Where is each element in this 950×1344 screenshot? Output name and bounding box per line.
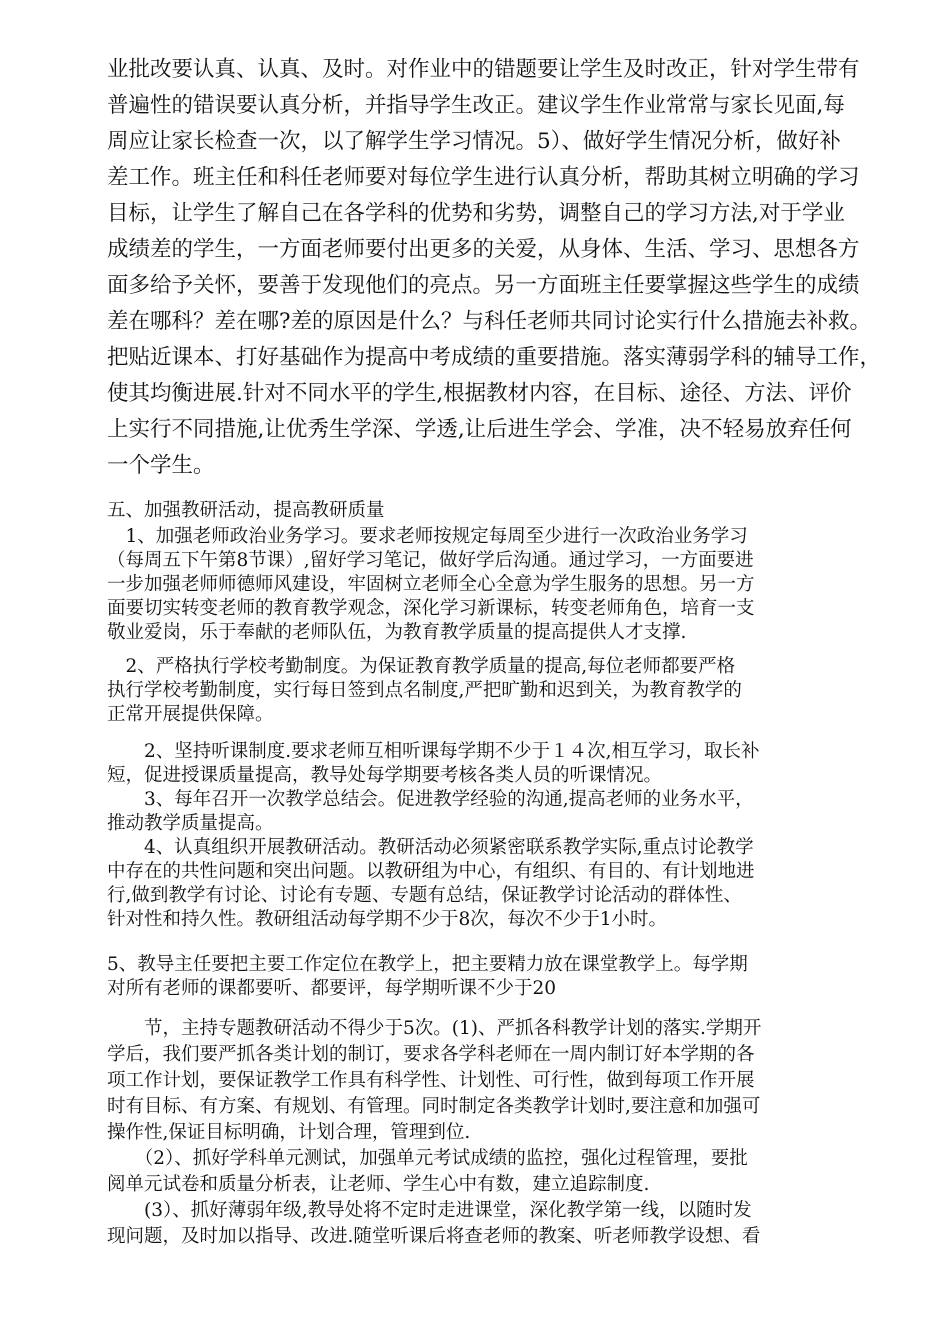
text-line: 业批改要认真、认真、及时。对作业中的错题要让学生及时改正，针对学生带有 bbox=[107, 57, 860, 82]
text-line: 正常开展提供保障。 bbox=[107, 704, 274, 725]
text-line: (3）、抓好薄弱年级,教导处将不定时走进课堂，深化教学第一线，以随时发 bbox=[107, 1200, 752, 1221]
text-line: 节，主持专题教研活动不得少于5次。(1)、严抓各科教学计划的落实.学期开 bbox=[107, 1018, 762, 1039]
text-line: 差工作。班主任和科任老师要对每位学生进行认真分析，帮助其树立明确的学习 bbox=[107, 165, 860, 190]
text-line: 针对性和持久性。教研组活动每学期不少于8次，每次不少于1小时。 bbox=[107, 909, 668, 930]
text-line: 敬业爱岗，乐于奉献的老师队伍，为教育教学质量的提高提供人才支撑. bbox=[107, 622, 687, 643]
text-line: 面多给予关怀，要善于发现他们的亮点。另一方面班主任要掌握这些学生的成绩 bbox=[107, 273, 860, 298]
text-line: 中存在的共性问题和突出问题。以教研组为中心，有组织、有目的、有计划地进 bbox=[107, 861, 755, 882]
text-line: 对所有老师的课都要听、都要评，每学期听课不少于20 bbox=[107, 978, 557, 999]
text-line: 把贴近课本、打好基础作为提高中考成绩的重要措施。落实薄弱学科的辅导工作， bbox=[107, 345, 882, 370]
text-line: 操作性,保证目标明确，计划合理，管理到位. bbox=[107, 1122, 471, 1143]
text-line: 一步加强老师师德师风建设，牢固树立老师全心全意为学生服务的思想。另一方 bbox=[107, 574, 755, 595]
text-line: 面要切实转变老师的教育教学观念，深化学习新课标，转变老师角色，培育一支 bbox=[107, 598, 755, 619]
text-line: 学后，我们要严抓各类计划的制订，要求各学科老师在一周内制订好本学期的各 bbox=[107, 1044, 755, 1065]
text-line: 1、加强老师政治业务学习。要求老师按规定每周至少进行一次政治业务学习 bbox=[107, 526, 748, 547]
text-line: 2、严格执行学校考勤制度。为保证教育教学质量的提高,每位老师都要严格 bbox=[107, 656, 736, 677]
section-heading: 五、加强教研活动，提高教研质量 bbox=[107, 500, 385, 521]
text-line: 现问题，及时加以指导、改进.随堂听课后将查老师的教案、听老师教学设想、看 bbox=[107, 1226, 761, 1247]
text-line: 上实行不同措施,让优秀生学深、学透,让后进生学会、学准，决不轻易放弃任何 bbox=[107, 417, 852, 442]
text-line: 时有目标、有方案、有规划、有管理。同时制定各类教学计划时,要注意和加强可 bbox=[107, 1096, 761, 1117]
text-line: 差在哪科？差在哪?差的原因是什么？与科任老师共同讨论实行什么措施去补救。 bbox=[107, 309, 872, 334]
text-line: 执行学校考勤制度，实行每日签到点名制度,严把旷勤和迟到关，为教育教学的 bbox=[107, 680, 742, 701]
text-line: 成绩差的学生，一方面老师要付出更多的关爱，从身体、生活、学习、思想各方 bbox=[107, 237, 860, 262]
text-line: 2、坚持听课制度.要求老师互相听课每学期不少于１４次,相互学习，取长补 bbox=[107, 741, 760, 762]
text-line: 使其均衡进展.针对不同水平的学生,根据教材内容，在目标、途径、方法、评价 bbox=[107, 381, 852, 406]
text-line: 项工作计划，要保证教学工作具有科学性、计划性、可行性，做到每项工作开展 bbox=[107, 1070, 755, 1091]
text-line: 行,做到教学有讨论、讨论有专题、专题有总结，保证教学讨论活动的群体性、 bbox=[107, 885, 742, 906]
text-line: 普遍性的错误要认真分析，并指导学生改正。建议学生作业常常与家长见面,每 bbox=[107, 93, 845, 118]
text-line: 5、教导主任要把主要工作定位在教学上，把主要精力放在课堂教学上。每学期 bbox=[107, 954, 748, 975]
text-line: （每周五下午第8节课）,留好学习笔记，做好学后沟通。通过学习，一方面要进 bbox=[107, 550, 754, 571]
text-line: 短，促进授课质量提高，教导处每学期要考核各类人员的听课情况。 bbox=[107, 765, 663, 786]
text-line: 周应让家长检查一次，以了解学生学习情况。5）、做好学生情况分析，做好补 bbox=[107, 129, 841, 154]
text-line: （2）、抓好学科单元测试，加强单元考试成绩的监控，强化过程管理，要批 bbox=[107, 1148, 748, 1169]
text-line: 一个学生。 bbox=[107, 453, 215, 478]
text-line: 推动教学质量提高。 bbox=[107, 813, 274, 834]
text-line: 阅单元试卷和质量分析表，让老师、学生心中有数，建立追踪制度. bbox=[107, 1174, 650, 1195]
text-line: 3、每年召开一次教学总结会。促进教学经验的沟通,提高老师的业务水平， bbox=[107, 789, 754, 810]
text-line: 4、认真组织开展教研活动。教研活动必须紧密联系教学实际,重点讨论教学 bbox=[107, 837, 754, 858]
text-line: 目标，让学生了解自己在各学科的优势和劣势，调整自己的学习方法,对于学业 bbox=[107, 201, 845, 226]
